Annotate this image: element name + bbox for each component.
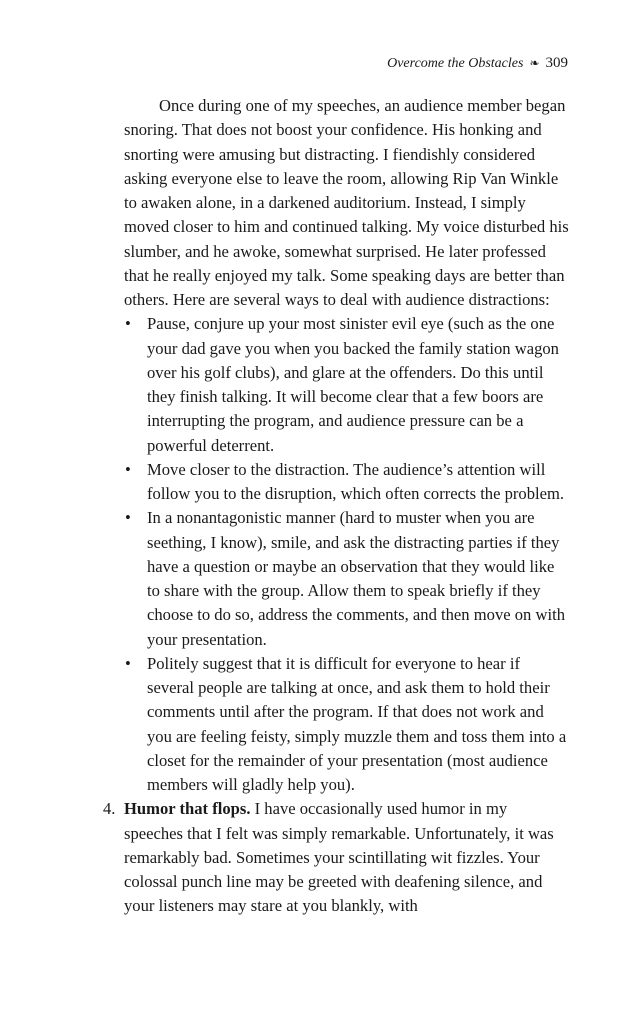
bullet-icon: • <box>125 508 131 528</box>
list-item <box>124 506 570 652</box>
bullet-icon: • <box>125 459 131 479</box>
bullet-list <box>124 312 570 797</box>
numbered-item <box>103 797 570 918</box>
paragraph: Once during one of my speeches, an audience member began snoring. That does not boost your confidence. His honking and snorting were amusing but distracting. I fiendishly considered asking everyone else to leave the room, allowing Rip Van Winkle to awaken alone, in a darkened auditorium. Instead, I simply moved closer to him and continued talking. My voice disturbed his slumber, and he awoke, somewhat surprised. He later professed that he really enjoyed my talk. Some speaking days are better than others. Here are several ways to deal with audience distractions: <box>124 96 569 309</box>
running-header <box>387 55 568 72</box>
list-item <box>124 458 570 507</box>
item-number: 4. <box>103 799 116 819</box>
bullet-icon: • <box>125 653 131 673</box>
fleuron-icon: ❧ <box>529 56 540 70</box>
body-text <box>103 94 570 919</box>
item-text: I have occasionally used humor in my speeches that I felt was simply remarkable. Unfortunately, it was remarkably bad. Sometimes your scintillating wit fizzles. Your colossal punch line may be greeted with deafening silence, and your listeners may stare at you blankly, with <box>124 799 554 916</box>
item-lead: Humor that flops. <box>124 799 251 819</box>
chapter-title: Overcome the Obstacles <box>387 56 524 71</box>
list-item <box>124 652 570 798</box>
list-item-text: Politely suggest that it is difficult for everyone to hear if several people are talking at once, and ask them to hold their comments until after the program. If that does not work and you are feeling feisty, simply muzzle them and toss them into a closet for the remainder of your presentation (most audience members will gladly help you). <box>147 653 567 794</box>
bullet-icon: • <box>125 314 131 334</box>
list-item <box>124 312 570 458</box>
page-number: 309 <box>545 55 568 71</box>
list-item-text: Move closer to the distraction. The audience’s attention will follow you to the disruption, which often corrects the problem. <box>147 459 565 503</box>
list-item-text: In a nonantagonistic manner (hard to muster when you are seething, I know), smile, and ask the distracting parties if they have a question or maybe an observation that they would like to share with the group. Allow them to speak briefly if they choose to do so, address the comments, and then move on with your presentation. <box>147 508 565 649</box>
list-item-text: Pause, conjure up your most sinister evil eye (such as the one your dad gave you when you backed the family station wagon over his golf clubs), and glare at the offenders. Do this until they finish talking. It will become clear that a few boors are interrupting the program, and audience pressure can be a powerful deterrent. <box>147 314 559 455</box>
